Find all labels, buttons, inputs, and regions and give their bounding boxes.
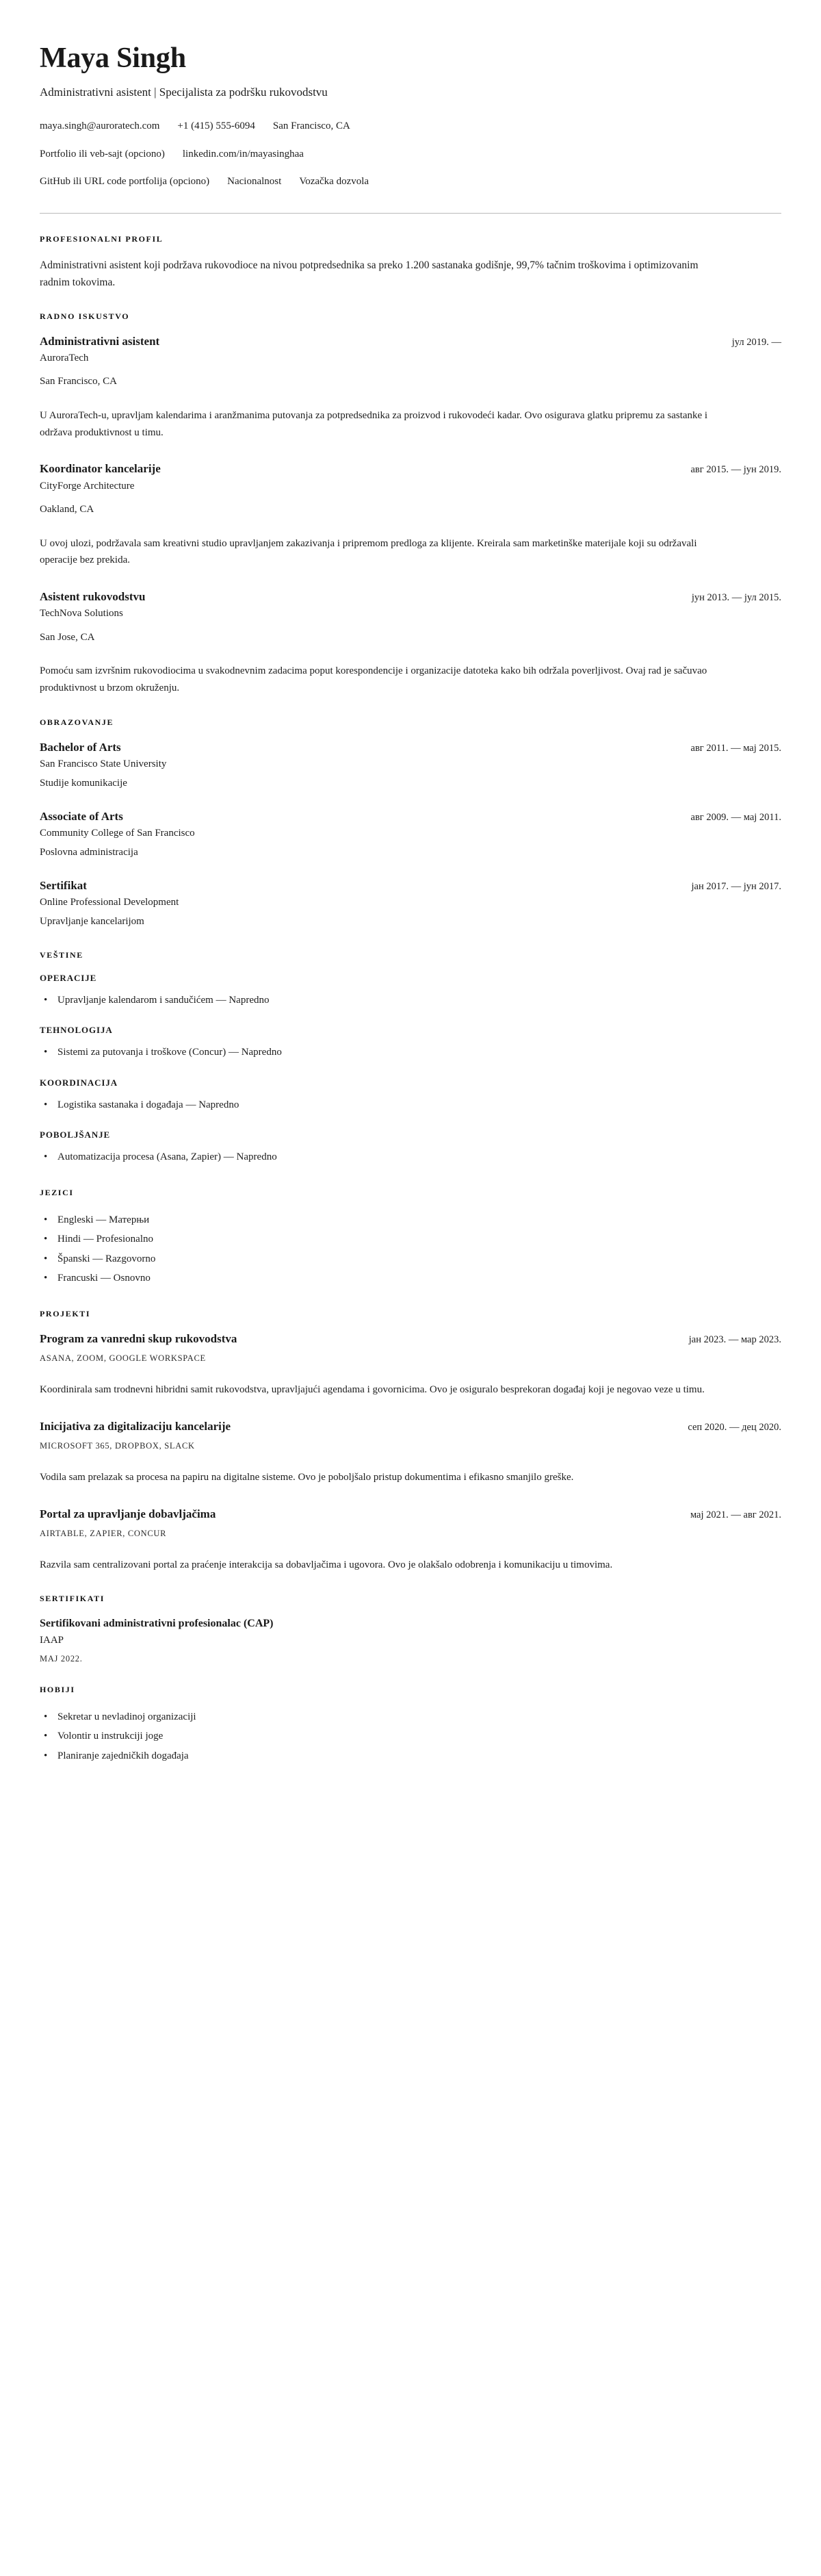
experience-entry [40, 461, 781, 569]
skill-item: • Logistika sastanaka i događaja — Napredno [40, 1095, 781, 1115]
project-name: Inicijativa za digitalizaciju kancelarije [40, 1419, 231, 1433]
skill-items [40, 1043, 781, 1062]
section-title-languages: JEZICI [40, 1187, 74, 1197]
section-hobbies [40, 1685, 781, 1766]
header-divider [40, 213, 781, 214]
job-description: U AuroraTech-u, upravljam kalendarima i aranžmanima putovanja za potpredsednika za proizvod i rukovodeći kadar. Ovo osigurava glatku pripremu za sastanke i održava produktivnost u timu. [40, 409, 708, 438]
resume-header [40, 42, 781, 190]
project-entry [40, 1507, 781, 1574]
education-entry-head [40, 878, 781, 893]
section-title-skills: VEŠTINE [40, 949, 83, 960]
skill-items [40, 1147, 781, 1167]
section-languages [40, 1188, 781, 1288]
job-dates: јун 2013. — јул 2015. [691, 592, 781, 604]
section-projects [40, 1309, 781, 1574]
project-dates: мај 2021. — авг 2021. [690, 1509, 781, 1520]
skills-list [40, 973, 781, 1167]
section-title-certificates: SERTIFIKATI [40, 1594, 105, 1604]
section-title-hobbies: HOBIJI [40, 1684, 75, 1694]
project-name: Portal za upravljanje dobavljačima [40, 1507, 216, 1520]
project-entry-head [40, 1419, 781, 1434]
contact-item-0-0: maya.singh@auroratech.com [40, 120, 160, 132]
certificate-date: MAJ 2022. [40, 1653, 83, 1663]
skill-group-title: KOORDINACIJA [40, 1077, 118, 1088]
project-entry-head [40, 1331, 781, 1347]
contact-item-2-2: Vozačka dozvola [299, 176, 369, 188]
school-name: Online Professional Development [40, 896, 179, 908]
contact-item-2-0: GitHub ili URL code portfolija (opciono) [40, 176, 210, 188]
project-description: Vodila sam prelazak sa procesa na papiru na digitalne sisteme. Ovo je poboljšalo pristup dokumentima i efikasno smanjilo greške. [40, 1471, 574, 1483]
language-item: • Engleski — Матерњи [40, 1210, 781, 1230]
project-dates: јан 2023. — мар 2023. [688, 1334, 781, 1345]
project-name: Program za vanredni skup rukovodstva [40, 1331, 237, 1345]
section-certificates [40, 1594, 781, 1663]
project-dates: сеп 2020. — дец 2020. [688, 1421, 781, 1433]
hobby-item: • Volontir u instrukciji joge [40, 1726, 781, 1746]
candidate-name: Maya Singh [40, 42, 186, 74]
degree-dates: авг 2009. — мај 2011. [690, 811, 781, 823]
job-title: Koordinator kancelarije [40, 462, 161, 476]
degree-title: Associate of Arts [40, 809, 123, 823]
project-tech: ASANA, ZOOM, GOOGLE WORKSPACE [40, 1353, 206, 1363]
contact-details [40, 118, 781, 190]
experience-entry-head [40, 334, 781, 349]
skill-group [40, 973, 781, 1010]
skill-item: • Sistemi za putovanja i troškove (Concur) — Napredno [40, 1043, 781, 1062]
experience-list [40, 334, 781, 697]
school-name: San Francisco State University [40, 758, 167, 769]
contact-item-2-1: Nacionalnost [227, 176, 282, 188]
education-entry-head [40, 740, 781, 755]
experience-entry [40, 589, 781, 697]
contact-row [40, 146, 781, 162]
language-item: • Hindi — Profesionalno [40, 1229, 781, 1249]
hobbies-list [40, 1707, 781, 1766]
candidate-headline: Administrativni asistent | Specijalista za podršku rukovodstvu [40, 86, 328, 99]
section-education [40, 717, 781, 930]
job-location: San Jose, CA [40, 631, 95, 643]
project-tech: MICROSOFT 365, DROPBOX, SLACK [40, 1440, 195, 1451]
skill-group [40, 1025, 781, 1062]
section-skills [40, 950, 781, 1167]
experience-entry-head [40, 461, 781, 476]
section-title-profile: PROFESIONALNI PROFIL [40, 233, 164, 244]
experience-entry-head [40, 589, 781, 604]
job-company: TechNova Solutions [40, 608, 123, 620]
education-list [40, 740, 781, 930]
job-description: U ovoj ulozi, podržavala sam kreativni studio upravljanjem zakazivanja i pripremom predloga za klijente. Kreirala sam marketinške materijale koji su održavali operacije bez prekida. [40, 537, 697, 566]
job-company: AuroraTech [40, 352, 89, 364]
school-name: Community College of San Francisco [40, 827, 195, 839]
language-item: • Španski — Razgovorno [40, 1249, 781, 1269]
projects-list [40, 1331, 781, 1574]
job-location: San Francisco, CA [40, 376, 117, 387]
project-entry [40, 1419, 781, 1486]
profile-summary: Administrativni asistent koji podržava rukovodioce na nivou potpredsednika sa preko 1.200 sastanaka godišnje, 99,7% tačnim troškovima i optimizovanim radnim tokovima. [40, 259, 699, 288]
contact-item-0-2: San Francisco, CA [272, 120, 350, 132]
section-title-projects: PROJEKTI [40, 1308, 91, 1318]
field-of-study: Studije komunikacije [40, 778, 127, 789]
skill-group [40, 1077, 781, 1115]
degree-title: Sertifikat [40, 878, 87, 892]
contact-row [40, 118, 781, 134]
project-entry-head [40, 1507, 781, 1522]
skill-item: • Upravljanje kalendarom i sandučićem — Napredno [40, 991, 781, 1010]
education-entry [40, 878, 781, 930]
degree-title: Bachelor of Arts [40, 740, 121, 754]
education-entry [40, 809, 781, 860]
language-item: • Francuski — Osnovno [40, 1268, 781, 1288]
education-entry-head [40, 809, 781, 824]
skill-group-title: POBOLJŠANJE [40, 1130, 111, 1140]
skill-group [40, 1130, 781, 1167]
project-description: Koordinirala sam trodnevni hibridni samit rukovodstva, upravljajući agendama i govornicima. Ovo je osiguralo besprekoran događaj koji je negovao veze u timu. [40, 1384, 705, 1395]
job-title: Asistent rukovodstvu [40, 590, 146, 604]
section-title-experience: RADNO ISKUSTVO [40, 311, 130, 321]
contact-item-1-0: Portfolio ili veb-sajt (opciono) [40, 148, 165, 160]
contact-row [40, 174, 781, 190]
languages-list [40, 1210, 781, 1288]
section-title-education: OBRAZOVANJE [40, 717, 114, 727]
job-company: CityForge Architecture [40, 480, 135, 492]
degree-dates: авг 2011. — мај 2015. [690, 742, 781, 754]
skill-items [40, 991, 781, 1010]
project-description: Razvila sam centralizovani portal za praćenje interakcija sa dobavljačima i ugovora. Ovo je olakšalo odobrenja i komunikaciju u timovima. [40, 1559, 613, 1570]
field-of-study: Upravljanje kancelarijom [40, 916, 144, 928]
certificate-name: Sertifikovani administrativni profesionalac (CAP) [40, 1618, 274, 1630]
skill-item: • Automatizacija procesa (Asana, Zapier) — Napredno [40, 1147, 781, 1167]
degree-dates: јан 2017. — јун 2017. [691, 880, 781, 892]
contact-item-1-1: linkedin.com/in/mayasinghaa [182, 148, 304, 160]
project-entry [40, 1331, 781, 1399]
field-of-study: Poslovna administracija [40, 847, 138, 858]
skill-group-title: TEHNOLOGIJA [40, 1025, 113, 1036]
job-dates: авг 2015. — јун 2019. [690, 464, 781, 476]
contact-item-0-1: +1 (415) 555-6094 [177, 120, 255, 132]
certificate-entry [40, 1616, 781, 1663]
certificates-list [40, 1616, 781, 1663]
skill-group-title: OPERACIJE [40, 972, 97, 983]
education-entry [40, 740, 781, 791]
job-description: Pomoću sam izvršnim rukovodiocima u svakodnevnim zadacima poput korespondencije i organizacije datoteka kako bih održala poverljivost. Ovaj rad je sačuvao produktivnost u brzom okruženju. [40, 665, 707, 693]
section-experience [40, 311, 781, 697]
job-title: Administrativni asistent [40, 334, 160, 348]
job-dates: јул 2019. — [731, 336, 781, 348]
skill-items [40, 1095, 781, 1115]
certificate-issuer: IAAP [40, 1635, 64, 1646]
project-tech: AIRTABLE, ZAPIER, CONCUR [40, 1528, 167, 1538]
job-location: Oakland, CA [40, 504, 94, 515]
hobby-item: • Planiranje zajedničkih događaja [40, 1746, 781, 1766]
hobby-item: • Sekretar u nevladinoj organizaciji [40, 1707, 781, 1727]
section-profile [40, 234, 781, 291]
experience-entry [40, 334, 781, 442]
